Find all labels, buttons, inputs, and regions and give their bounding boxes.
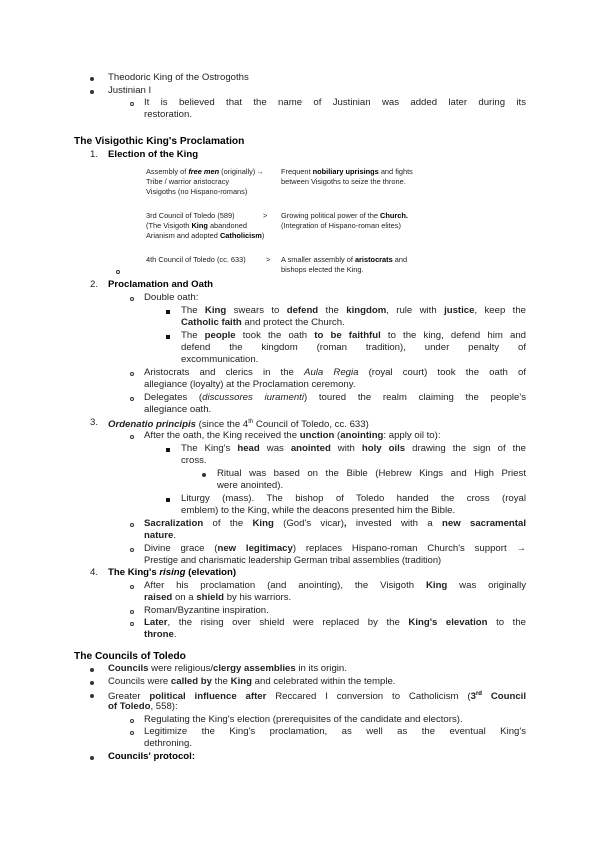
bullet-circle-icon bbox=[130, 435, 134, 439]
bullet-circle-icon bbox=[116, 270, 120, 274]
section-heading-visigothic: The Visigothic King's Proclamation bbox=[74, 136, 245, 147]
intro-item-theodoric: Theodoric King of the Ostrogoths bbox=[108, 72, 249, 83]
bullet-disc-icon bbox=[90, 756, 94, 760]
divine-grace-line2: Prestige and charismatic leadership German tribal assemblies (tradition) bbox=[144, 555, 442, 565]
sacralization-line1: Sacralization of the King (God's vicar), invested with a new sacramental bbox=[144, 518, 526, 529]
sacralization-line2: nature. bbox=[144, 530, 176, 541]
bullet-circle-icon bbox=[130, 548, 134, 552]
bullet-disc-icon bbox=[90, 668, 94, 672]
head-anointed-line2: cross. bbox=[181, 455, 207, 466]
table-r2-right-l2: (Integration of Hispano-roman elites) bbox=[281, 221, 401, 230]
table-r2-right-l1: Growing political power of the Church. bbox=[281, 211, 408, 220]
table-r3-right-l1: A smaller assembly of aristocrats and bbox=[281, 255, 408, 264]
councils-item2: Councils were called by the King and celebrated within the temple. bbox=[108, 676, 396, 687]
bullet-disc-icon bbox=[202, 473, 206, 477]
councils-sub2-line1: Legitimize the King's proclamation, as well as the eventual King's bbox=[144, 726, 526, 737]
table-r1-right-l1: Frequent nobiliary uprisings and fights bbox=[281, 167, 413, 176]
arrow-right-icon: > bbox=[263, 211, 268, 220]
table-r3-left-l1: 4th Council of Toledo (cc. 633) bbox=[146, 255, 246, 264]
table-r1-left-l2: Tribe / warrior aristocracy bbox=[146, 177, 230, 186]
councils-sub1: Regulating the King's election (prerequisites of the candidate and electors). bbox=[144, 714, 463, 725]
bullet-circle-icon bbox=[130, 297, 134, 301]
ritual-line2: were anointed). bbox=[217, 480, 284, 491]
bullet-circle-icon bbox=[130, 397, 134, 401]
list-number: 4. bbox=[90, 567, 99, 578]
section-heading-councils: The Councils of Toledo bbox=[74, 651, 186, 662]
after-proclamation-line1: After his proclamation (and anointing), the Visigoth King was originally bbox=[144, 580, 526, 591]
bullet-circle-icon bbox=[130, 102, 134, 106]
bullet-square-icon bbox=[166, 335, 170, 339]
bullet-square-icon bbox=[166, 448, 170, 452]
liturgy-line2: emblem) to the King, while the deacons presented him the Bible. bbox=[181, 505, 456, 516]
after-proclamation-line2: raised on a shield by his warriors. bbox=[144, 592, 292, 603]
after-oath-line: After the oath, the King received the unction (anointing: apply oil to): bbox=[144, 430, 441, 441]
councils-sub2-line2: dethroning. bbox=[144, 738, 193, 749]
table-r2-left-l1: 3rd Council of Toledo (589) bbox=[146, 211, 235, 220]
councils-item3-line2: of Toledo, 558): bbox=[108, 701, 178, 712]
list-number: 3. bbox=[90, 417, 99, 428]
list-number: 2. bbox=[90, 279, 99, 290]
later-line2: throne. bbox=[144, 629, 177, 640]
election-title: Election of the King bbox=[108, 149, 199, 160]
table-r2-left-l3: Arianism and adopted Catholicism) bbox=[146, 231, 265, 240]
councils-item3-line1: Greater political influence after Reccared I conversion to Catholicism (3rd Council bbox=[108, 691, 527, 703]
ritual-line1: Ritual was based on the Bible (Hebrew Kings and High Priest bbox=[217, 468, 526, 479]
bullet-circle-icon bbox=[130, 622, 134, 626]
oath1-line2: Catholic faith and protect the Church. bbox=[181, 317, 345, 328]
arrow-right-icon: → bbox=[256, 167, 264, 176]
bullet-disc-icon bbox=[90, 694, 94, 698]
oath2-line3: excommunication. bbox=[181, 354, 259, 365]
bullet-disc-icon bbox=[90, 77, 94, 81]
oath1-line1: The King swears to defend the kingdom, rule with justice, keep the bbox=[181, 305, 527, 316]
ordenatio-title: Ordenatio principis (since the 4th Council of Toledo, cc. 633) bbox=[108, 419, 369, 431]
table-r1-left-l3: Visigoths (no Hispano-romans) bbox=[146, 187, 248, 196]
bullet-disc-icon bbox=[90, 90, 94, 94]
rising-title: The King's rising (elevation) bbox=[108, 567, 237, 578]
table-r1-left-l1: Assembly of free men (originally) bbox=[146, 167, 256, 176]
proclamation-title: Proclamation and Oath bbox=[108, 279, 214, 290]
later-line1: Later, the rising over shield were replaced by the King's elevation to the bbox=[144, 617, 527, 628]
arrow-right-icon: > bbox=[266, 255, 271, 264]
list-number: 1. bbox=[90, 149, 99, 160]
bullet-circle-icon bbox=[130, 731, 134, 735]
double-oath-label: Double oath: bbox=[144, 292, 199, 303]
bullet-circle-icon bbox=[130, 523, 134, 527]
intro-subitem-line1: It is believed that the name of Justinian was added later during its bbox=[144, 97, 526, 108]
roman-inspiration: Roman/Byzantine inspiration. bbox=[144, 605, 269, 616]
divine-grace-line1: Divine grace (new legitimacy) replaces Hispano-roman Church's support → bbox=[144, 543, 527, 554]
councils-protocol: Councils' protocol: bbox=[108, 751, 196, 762]
bullet-square-icon bbox=[166, 498, 170, 502]
bullet-circle-icon bbox=[130, 372, 134, 376]
head-anointed-line1: The King's head was anointed with holy oils drawing the sign of the bbox=[181, 443, 526, 454]
delegates-line2: allegiance oath. bbox=[144, 404, 212, 415]
intro-subitem-line2: restoration. bbox=[144, 109, 192, 120]
table-r2-left-l2: (The Visigoth King abandoned bbox=[146, 221, 247, 230]
bullet-circle-icon bbox=[130, 719, 134, 723]
bullet-disc-icon bbox=[90, 681, 94, 685]
oath2-line1: The people took the oath to be faithful to the king, defend him and bbox=[181, 330, 526, 341]
aristocrats-line2: allegiance (loyalty) at the Proclamation ceremony. bbox=[144, 379, 356, 390]
liturgy-line1: Liturgy (mass). The bishop of Toledo handed the cross (royal bbox=[181, 493, 526, 504]
delegates-line1: Delegates (discussores iuramenti) toured the realm claiming the people's bbox=[144, 392, 527, 403]
table-r3-right-l2: bishops elected the King. bbox=[281, 265, 364, 274]
bullet-square-icon bbox=[166, 310, 170, 314]
aristocrats-line1: Aristocrats and clerics in the Aula Regia (royal court) took the oath of bbox=[144, 367, 526, 378]
bullet-circle-icon bbox=[130, 585, 134, 589]
table-r1-right-l2: between Visigoths to seize the throne. bbox=[281, 177, 406, 186]
bullet-circle-icon bbox=[130, 610, 134, 614]
intro-item-justinian: Justinian I bbox=[108, 85, 152, 96]
councils-item1: Councils were religious/clergy assemblies in its origin. bbox=[108, 663, 347, 674]
oath2-line2: defend the kingdom (roman tradition), under penalty of bbox=[181, 342, 526, 353]
